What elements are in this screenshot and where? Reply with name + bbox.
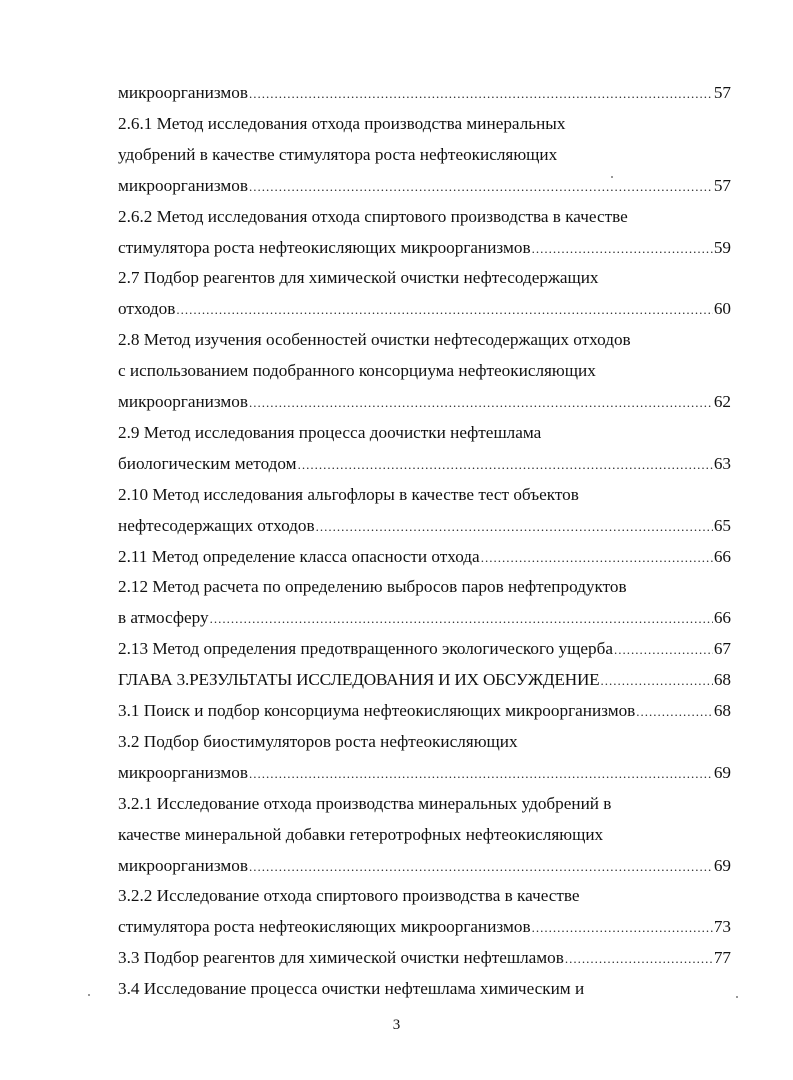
toc-dot-leader (316, 512, 713, 542)
toc-line (118, 511, 731, 541)
toc-entry-text: стимулятора роста нефтеокисляющих микроорганизмов (118, 917, 531, 937)
toc-dot-leader (481, 543, 713, 573)
toc-page-number: 67 (713, 639, 731, 659)
toc-line (118, 542, 731, 572)
toc-entry-text: 2.11 Метод определение класса опасности отхода (118, 546, 480, 566)
toc-entry-text: 3.2.2 Исследование отхода спиртового производства в качестве (118, 886, 580, 906)
toc-line (118, 78, 731, 108)
toc-entry-text: отходов (118, 299, 176, 319)
toc-dot-leader (532, 913, 713, 943)
toc-entry-text: 3.2 Подбор биостимуляторов роста нефтеокисляющих (118, 731, 518, 751)
page-number: 3 (392, 1017, 401, 1033)
toc-line (118, 974, 731, 1004)
toc-line (118, 140, 731, 170)
toc-dot-leader (210, 604, 713, 634)
toc-entry-text: 3.1 Поиск и подбор консорциума нефтеокисляющих микроорганизмов (118, 701, 636, 720)
toc-line (118, 758, 731, 788)
toc-line (118, 665, 731, 695)
toc-entry-text: микроорганизмов (118, 83, 249, 102)
toc-entry-text: 2.6.2 Метод исследования отхода спиртового производства в качестве (118, 206, 628, 226)
toc-dot-leader (298, 450, 713, 480)
toc-entry-text: 3.3 Подбор реагентов для химической очистки нефтешламов (118, 948, 564, 968)
toc-page-number: 68 (713, 701, 731, 720)
toc-line (118, 356, 731, 386)
toc-page-number: 73 (713, 917, 731, 937)
toc-page-number: 77 (713, 948, 731, 968)
toc-line (118, 449, 731, 479)
toc-line (118, 572, 731, 602)
toc-entry-text: 2.6.1 Метод исследования отхода производства минеральных (118, 113, 566, 133)
toc-dot-leader (249, 759, 713, 789)
toc-entry-text: стимулятора роста нефтеокисляющих микроорганизмов (118, 237, 531, 257)
toc-entry-text: 3.4 Исследование процесса очистки нефтешлама химическим и (118, 979, 585, 999)
toc-entry-text: 2.13 Метод определения предотвращенного экологического ущерба (118, 639, 613, 659)
toc-dot-leader (249, 852, 713, 882)
toc-line (118, 109, 731, 139)
toc-page-number: 69 (713, 762, 731, 782)
scan-speck (736, 996, 738, 998)
scan-speck (611, 176, 613, 178)
toc-line (118, 851, 731, 881)
toc-page-number: 57 (713, 175, 731, 195)
toc-entry-text: 2.7 Подбор реагентов для химической очистки нефтесодержащих (118, 268, 599, 288)
toc-line (118, 325, 731, 355)
toc-line (118, 696, 731, 726)
toc-line (118, 263, 731, 293)
toc-page-number: 66 (713, 608, 731, 628)
toc-line (118, 202, 731, 232)
toc-dot-leader (249, 172, 713, 202)
toc-dot-leader (636, 697, 713, 727)
toc-entry-text: в атмосферу (118, 608, 209, 628)
toc-entry-text: микроорганизмов (118, 175, 249, 195)
toc-entry-text: 2.10 Метод исследования альгофлоры в качестве тест объектов (118, 484, 579, 504)
toc-entry-text: качестве минеральной добавки гетеротрофных нефтеокисляющих (118, 824, 604, 844)
toc-dot-leader (600, 666, 712, 696)
toc-dot-leader (249, 388, 713, 418)
toc-line (118, 603, 731, 633)
toc-line (118, 881, 731, 911)
toc-line (118, 912, 731, 942)
toc-page-number: 57 (713, 83, 731, 102)
toc-page-number: 65 (713, 515, 731, 535)
toc-entry-text: удобрений в качестве стимулятора роста нефтеокисляющих (118, 144, 558, 164)
toc-dot-leader (565, 944, 713, 974)
toc-dot-leader (249, 79, 713, 109)
toc-page-number: 69 (713, 855, 731, 875)
toc-line (118, 634, 731, 664)
toc-line (118, 943, 731, 973)
toc-dot-leader (176, 295, 712, 325)
toc-entry-text: нефтесодержащих отходов (118, 515, 315, 535)
toc-line (118, 789, 731, 819)
toc-entry-text: ГЛАВА 3.РЕЗУЛЬТАТЫ ИССЛЕДОВАНИЯ И ИХ ОБСУЖДЕНИЕ (118, 670, 600, 690)
toc-entry-text: биологическим методом (118, 453, 297, 473)
toc-entry-text: 2.9 Метод исследования процесса доочистки нефтешлама (118, 422, 542, 442)
toc-line (118, 418, 731, 448)
toc-entry-text: 2.8 Метод изучения особенностей очистки нефтесодержащих отходов (118, 330, 631, 350)
toc-entry-text: микроорганизмов (118, 762, 249, 782)
toc-line (118, 727, 731, 757)
toc-entry-text: 3.2.1 Исследование отхода производства минеральных удобрений в (118, 793, 612, 813)
toc-entry-text: 2.12 Метод расчета по определению выбросов паров нефтепродуктов (118, 577, 627, 597)
toc-page-number: 62 (713, 392, 731, 411)
toc-page-number: 60 (713, 299, 731, 319)
toc-line (118, 820, 731, 850)
toc-entry-text: микроорганизмов (118, 855, 249, 875)
toc-line (118, 233, 731, 263)
toc-line (118, 171, 731, 201)
toc-page-number: 66 (713, 546, 731, 566)
toc-line (118, 294, 731, 324)
toc-entry-text: микроорганизмов (118, 392, 249, 411)
toc-page-number: 63 (713, 453, 731, 473)
toc-line (118, 480, 731, 510)
toc-entry-text: с использованием подобранного консорциума нефтеокисляющих (118, 361, 596, 381)
toc-page-number: 68 (713, 670, 731, 690)
toc-page-number: 59 (713, 237, 731, 257)
toc-line (118, 387, 731, 417)
scan-speck (88, 994, 90, 996)
toc-dot-leader (614, 635, 713, 665)
toc-dot-leader (532, 234, 713, 264)
